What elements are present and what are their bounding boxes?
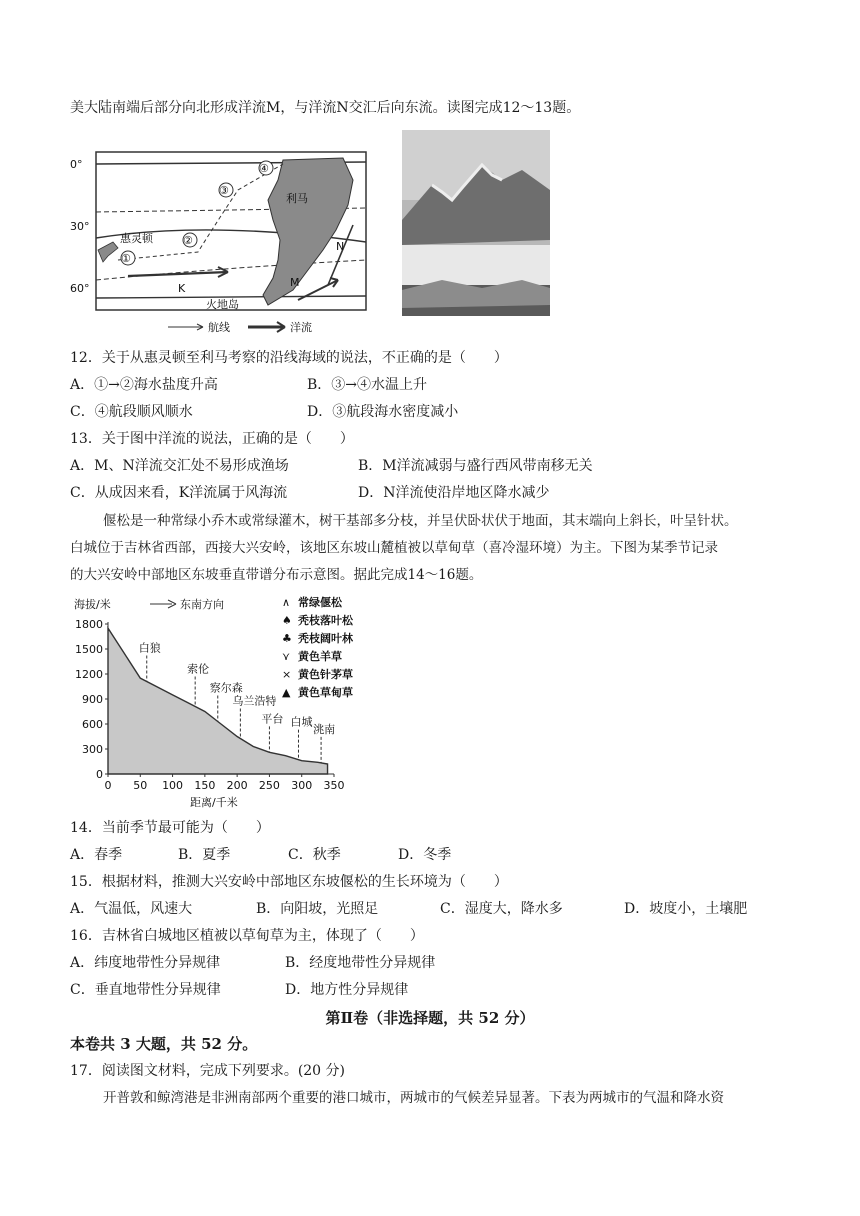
svg-text:①: ① <box>121 252 131 265</box>
section2-note: 本卷共 3 大题，共 52 分。 <box>70 1035 258 1053</box>
chart-xlabel: 距离/千米 <box>190 796 238 809</box>
para2-line-3: 的大兴安岭中部地区东坡垂直带谱分布示意图。据此完成14～16题。 <box>70 567 483 583</box>
ocean-current-map <box>68 150 368 335</box>
q12-option-d[interactable]: D．③航段海水密度减小 <box>307 404 459 420</box>
x-tick-label: 100 <box>162 779 184 792</box>
q15-option-c[interactable]: C．湿度大，降水多 <box>440 901 563 917</box>
q14-option-d[interactable]: D．冬季 <box>398 847 452 863</box>
vertical-zonation-chart <box>72 594 382 812</box>
place-label: 白城 <box>290 715 313 729</box>
lat-label-60: 60° <box>70 282 90 295</box>
legend-symbol: ▲ <box>282 686 291 699</box>
q13-option-b[interactable]: B．M洋流减弱与盛行西风带南移无关 <box>358 458 593 474</box>
lat-label-30: 30° <box>70 220 90 233</box>
section2-title: 第Ⅱ卷（非选择题，共 52 分） <box>325 1009 535 1027</box>
legend-symbol: ∧ <box>282 596 291 609</box>
q14-stem: 14．当前季节最可能为（ ） <box>70 820 270 836</box>
place-label: 白狼 <box>138 641 161 655</box>
place-label: 索伦 <box>187 662 210 676</box>
y-tick-label: 0 <box>96 768 103 781</box>
legend-label: 常绿偃松 <box>298 596 342 609</box>
svg-text:④: ④ <box>259 162 269 175</box>
x-tick-label: 50 <box>133 779 148 792</box>
place-label: 洮南 <box>313 722 336 736</box>
q12-option-a[interactable]: A．①→②海水盐度升高 <box>70 377 218 393</box>
q13-stem: 13．关于图中洋流的说法，正确的是（ ） <box>70 431 354 447</box>
q13-option-a[interactable]: A．M、N洋流交汇处不易形成渔场 <box>70 458 289 474</box>
q17-stem: 17．阅读图文材料，完成下列要求。(20 分) <box>70 1063 346 1079</box>
q12-option-c[interactable]: C．④航段顺风顺水 <box>70 404 193 420</box>
label-current-k: K <box>178 282 186 295</box>
q15-option-a[interactable]: A．气温低，风速大 <box>70 901 193 917</box>
label-wellington: 惠灵顿 <box>120 232 153 245</box>
intro-text: 美大陆南端后部分向北形成洋流M，与洋流N交汇后向东流。读图完成12～13题。 <box>70 100 581 116</box>
q16-option-a[interactable]: A．纬度地带性分异规律 <box>70 955 221 971</box>
q17-text: 开普敦和鲸湾港是非洲南部两个重要的港口城市，两城市的气候差异显著。下表为两城市的气温和降水资 <box>103 1090 724 1106</box>
x-tick-label: 350 <box>323 779 345 792</box>
legend-label: 黄色草甸草 <box>298 686 353 699</box>
y-tick-label: 900 <box>82 693 103 706</box>
x-tick-label: 300 <box>291 779 313 792</box>
q16-stem: 16．吉林省白城地区植被以草甸草为主，体现了（ ） <box>70 928 424 944</box>
x-tick-label: 0 <box>104 779 112 792</box>
q14-option-b[interactable]: B．夏季 <box>178 847 231 863</box>
svg-text:②: ② <box>183 234 193 247</box>
chart-direction: 东南方向 <box>180 598 224 611</box>
x-tick-label: 250 <box>258 779 280 792</box>
svg-text:③: ③ <box>219 184 229 197</box>
y-tick-label: 600 <box>82 718 103 731</box>
label-lima: 利马 <box>286 192 308 205</box>
chart-ylabel: 海拔/米 <box>74 598 111 611</box>
para2-line-1: 偃松是一种常绿小乔木或常绿灌木，树干基部多分枝，并呈伏卧状伏于地面，其末端向上斜长，叶呈针状。 <box>103 513 738 529</box>
x-tick-label: 150 <box>194 779 216 792</box>
place-label: 平台 <box>261 712 284 726</box>
legend-symbol: × <box>282 668 292 681</box>
q13-option-d[interactable]: D．N洋流使沿岸地区降水减少 <box>358 485 550 501</box>
legend-label: 黄色针茅草 <box>298 668 353 681</box>
place-label: 乌兰浩特 <box>232 694 277 708</box>
y-tick-label: 1800 <box>75 618 103 631</box>
lat-label-0: 0° <box>70 158 83 171</box>
q15-option-b[interactable]: B．向阳坡，光照足 <box>256 901 379 917</box>
q16-option-d[interactable]: D．地方性分异规律 <box>285 982 409 998</box>
legend-label: 秃枝落叶松 <box>298 614 353 627</box>
legend-route: 航线 <box>208 321 230 334</box>
label-current-m: M <box>290 276 300 289</box>
q13-option-c[interactable]: C．从成因来看，K洋流属于风海流 <box>70 485 288 501</box>
q14-option-c[interactable]: C．秋季 <box>288 847 341 863</box>
label-current-n: N <box>336 240 345 253</box>
legend-current: 洋流 <box>290 321 312 334</box>
x-tick-label: 200 <box>226 779 248 792</box>
mountain-photo <box>402 130 550 316</box>
legend-symbol: ♣ <box>282 632 292 645</box>
q12-option-b[interactable]: B．③→④水温上升 <box>307 377 428 393</box>
label-tierra: 火地岛 <box>206 298 239 311</box>
legend-label: 秃枝阔叶林 <box>298 632 353 645</box>
q15-option-d[interactable]: D．坡度小，土壤肥 <box>624 901 748 917</box>
q15-stem: 15．根据材料，推测大兴安岭中部地区东坡偃松的生长环境为（ ） <box>70 874 508 890</box>
y-tick-label: 1200 <box>75 668 103 681</box>
legend-symbol: ⋎ <box>282 650 291 663</box>
y-tick-label: 1500 <box>75 643 103 656</box>
place-label: 察尔森 <box>209 681 243 695</box>
legend-symbol: ♠ <box>282 614 292 627</box>
q12-stem: 12．关于从惠灵顿至利马考察的沿线海域的说法，不正确的是（ ） <box>70 350 508 366</box>
para2-line-2: 白城位于吉林省西部，西接大兴安岭，该地区东坡山麓植被以草甸草（喜冷湿环境）为主。下图为某季节记录 <box>70 540 718 556</box>
legend-label: 黄色羊草 <box>298 650 342 663</box>
q16-option-c[interactable]: C．垂直地带性分异规律 <box>70 982 221 998</box>
q16-option-b[interactable]: B．经度地带性分异规律 <box>285 955 436 971</box>
y-tick-label: 300 <box>82 743 103 756</box>
q14-option-a[interactable]: A．春季 <box>70 847 123 863</box>
